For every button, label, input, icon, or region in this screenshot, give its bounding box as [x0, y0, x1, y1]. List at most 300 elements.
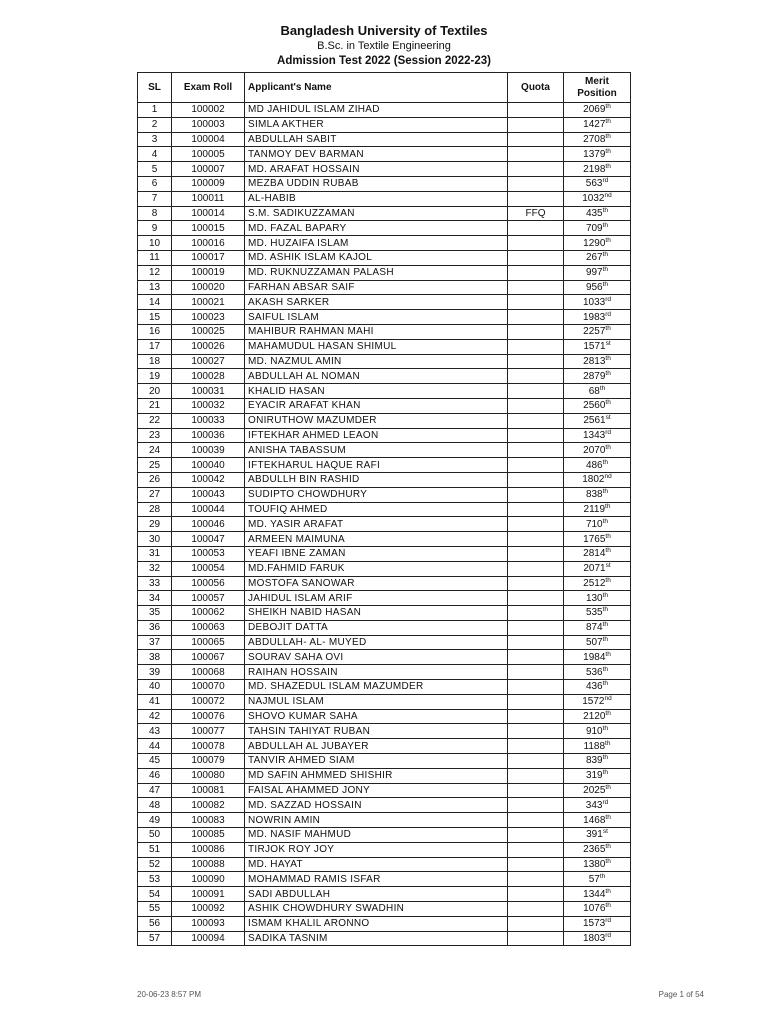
cell-merit-position: [564, 369, 631, 384]
cell-exam-roll: 100036: [172, 428, 245, 443]
table-row: [138, 354, 631, 369]
cell-merit-position: [564, 739, 631, 754]
table-row: [138, 339, 631, 354]
merit-value: 1076: [583, 903, 606, 915]
cell-exam-roll: 100033: [172, 413, 245, 428]
cell-merit-position: [564, 931, 631, 946]
cell-quota: [508, 546, 564, 561]
table-row: [138, 310, 631, 325]
cell-sl: 51: [138, 842, 172, 857]
merit-ordinal-suffix: th: [605, 118, 611, 126]
table-row: [138, 280, 631, 295]
table-row: [138, 591, 631, 606]
merit-ordinal-suffix: rd: [605, 310, 612, 318]
cell-applicant-name: MAHAMUDUL HASAN SHIMUL: [245, 339, 508, 354]
cell-merit-position: [564, 443, 631, 458]
cell-exam-roll: 100020: [172, 280, 245, 295]
cell-applicant-name: DEBOJIT DATTA: [245, 620, 508, 635]
cell-applicant-name: NOWRIN AMIN: [245, 813, 508, 828]
cell-merit-position: [564, 798, 631, 813]
merit-value: 2708: [583, 133, 606, 145]
cell-sl: 44: [138, 739, 172, 754]
print-timestamp: 20-06-23 8:57 PM: [137, 990, 202, 999]
merit-value: 956: [585, 281, 603, 293]
cell-exam-roll: 100062: [172, 606, 245, 621]
cell-merit-position: [564, 517, 631, 532]
merit-value: 1033: [582, 296, 606, 308]
merit-value: 267: [585, 252, 603, 264]
cell-exam-roll: 100072: [172, 694, 245, 709]
cell-merit-position: [564, 561, 631, 576]
table-row: [138, 576, 631, 591]
cell-quota: [508, 813, 564, 828]
cell-quota: [508, 620, 564, 635]
merit-value: 130: [585, 592, 603, 604]
cell-merit-position: [564, 354, 631, 369]
cell-merit-position: [564, 265, 631, 280]
cell-merit-position: [564, 472, 631, 487]
cell-quota: [508, 606, 564, 621]
cell-quota: [508, 369, 564, 384]
cell-exam-roll: 100009: [172, 176, 245, 191]
cell-quota: [508, 354, 564, 369]
cell-merit-position: [564, 162, 631, 177]
cell-applicant-name: SHOVO KUMAR SAHA: [245, 709, 508, 724]
table-row: [138, 236, 631, 251]
merit-ordinal-suffix: th: [605, 502, 611, 510]
col-header-exam-roll: Exam Roll: [172, 73, 245, 103]
table-row: [138, 783, 631, 798]
merit-value: 2198: [583, 163, 606, 175]
merit-ordinal-suffix: th: [605, 902, 611, 910]
merit-ordinal-suffix: rd: [602, 798, 609, 806]
cell-merit-position: [564, 635, 631, 650]
cell-applicant-name: EYACIR ARAFAT KHAN: [245, 398, 508, 413]
cell-quota: [508, 413, 564, 428]
cell-exam-roll: 100065: [172, 635, 245, 650]
cell-merit-position: [564, 902, 631, 917]
cell-applicant-name: TAHSIN TAHIYAT RUBAN: [245, 724, 508, 739]
merit-value: 1032: [582, 193, 605, 205]
cell-exam-roll: 100007: [172, 162, 245, 177]
table-row: [138, 798, 631, 813]
cell-sl: 14: [138, 295, 172, 310]
cell-exam-roll: 100053: [172, 546, 245, 561]
cell-sl: 56: [138, 916, 172, 931]
table-row: [138, 842, 631, 857]
merit-ordinal-suffix: st: [605, 562, 611, 570]
merit-ordinal-suffix: th: [605, 843, 611, 851]
cell-merit-position: [564, 916, 631, 931]
cell-merit-position: [564, 709, 631, 724]
merit-ordinal-suffix: th: [605, 532, 611, 540]
cell-quota: [508, 443, 564, 458]
cell-sl: 25: [138, 458, 172, 473]
cell-exam-roll: 100002: [172, 103, 245, 118]
cell-sl: 39: [138, 665, 172, 680]
cell-sl: 50: [138, 828, 172, 843]
cell-merit-position: [564, 754, 631, 769]
cell-merit-position: [564, 828, 631, 843]
merit-ordinal-suffix: th: [605, 325, 611, 333]
merit-value: 68: [588, 385, 600, 397]
cell-quota: [508, 591, 564, 606]
merit-value: 2512: [583, 577, 606, 589]
cell-exam-roll: 100019: [172, 265, 245, 280]
cell-applicant-name: ABDULLAH- AL- MUYED: [245, 635, 508, 650]
merit-value: 1380: [583, 859, 606, 871]
table-row: [138, 265, 631, 280]
cell-sl: 22: [138, 413, 172, 428]
merit-ordinal-suffix: th: [605, 858, 611, 866]
table-row: [138, 384, 631, 399]
cell-quota: [508, 384, 564, 399]
cell-sl: 37: [138, 635, 172, 650]
cell-sl: 55: [138, 902, 172, 917]
cell-merit-position: [564, 680, 631, 695]
cell-applicant-name: SUDIPTO CHOWDHURY: [245, 487, 508, 502]
cell-merit-position: [564, 398, 631, 413]
cell-applicant-name: FAISAL AHAMMED JONY: [245, 783, 508, 798]
cell-quota: [508, 472, 564, 487]
merit-value: 2069: [583, 104, 606, 116]
cell-applicant-name: SIMLA AKTHER: [245, 117, 508, 132]
cell-sl: 45: [138, 754, 172, 769]
merit-value: 436: [585, 681, 603, 693]
cell-exam-roll: 100081: [172, 783, 245, 798]
cell-merit-position: [564, 117, 631, 132]
cell-applicant-name: SAIFUL ISLAM: [245, 310, 508, 325]
cell-applicant-name: ABDULLAH AL NOMAN: [245, 369, 508, 384]
merit-ordinal-suffix: rd: [605, 917, 612, 925]
cell-exam-roll: 100079: [172, 754, 245, 769]
merit-ordinal-suffix: th: [605, 547, 611, 555]
cell-exam-roll: 100021: [172, 295, 245, 310]
merit-ordinal-suffix: nd: [604, 473, 612, 481]
cell-exam-roll: 100047: [172, 532, 245, 547]
cell-applicant-name: ABDULLAH SABIT: [245, 132, 508, 147]
merit-ordinal-suffix: th: [605, 813, 611, 821]
cell-applicant-name: SADI ABDULLAH: [245, 887, 508, 902]
merit-ordinal-suffix: th: [605, 710, 611, 718]
cell-exam-roll: 100070: [172, 680, 245, 695]
cell-merit-position: [564, 872, 631, 887]
cell-applicant-name: ONIRUTHOW MAZUMDER: [245, 413, 508, 428]
cell-quota: [508, 902, 564, 917]
cell-exam-roll: 100086: [172, 842, 245, 857]
cell-quota: [508, 221, 564, 236]
merit-ordinal-suffix: th: [602, 665, 609, 673]
col-header-sl: SL: [138, 73, 172, 103]
table-row: [138, 206, 631, 221]
merit-ordinal-suffix: nd: [604, 192, 612, 200]
table-row: [138, 472, 631, 487]
table-row: [138, 413, 631, 428]
cell-quota: [508, 783, 564, 798]
merit-value: 874: [585, 622, 603, 634]
table-row: [138, 176, 631, 191]
merit-value: 343: [585, 799, 603, 811]
cell-exam-roll: 100031: [172, 384, 245, 399]
cell-sl: 42: [138, 709, 172, 724]
cell-exam-roll: 100039: [172, 443, 245, 458]
cell-exam-roll: 100011: [172, 191, 245, 206]
cell-applicant-name: MD.FAHMID FARUK: [245, 561, 508, 576]
merit-value: 2257: [583, 326, 606, 338]
merit-value: 2071: [583, 563, 606, 575]
cell-quota: [508, 709, 564, 724]
cell-sl: 16: [138, 324, 172, 339]
table-row: [138, 324, 631, 339]
cell-applicant-name: TOUFIQ AHMED: [245, 502, 508, 517]
cell-exam-roll: 100044: [172, 502, 245, 517]
cell-exam-roll: 100093: [172, 916, 245, 931]
cell-applicant-name: IFTEKHARUL HAQUE RAFI: [245, 458, 508, 473]
cell-quota: [508, 117, 564, 132]
table-row: [138, 872, 631, 887]
cell-sl: 41: [138, 694, 172, 709]
merit-value: 709: [585, 222, 603, 234]
table-row: [138, 191, 631, 206]
merit-ordinal-suffix: th: [602, 266, 609, 274]
cell-applicant-name: TANMOY DEV BARMAN: [245, 147, 508, 162]
merit-ordinal-suffix: th: [602, 488, 609, 496]
test-title: Admission Test 2022 (Session 2022-23): [277, 55, 491, 67]
cell-sl: 19: [138, 369, 172, 384]
cell-quota: [508, 561, 564, 576]
cell-sl: 6: [138, 176, 172, 191]
cell-exam-roll: 100088: [172, 857, 245, 872]
page-number: Page 1 of 54: [658, 990, 704, 999]
cell-quota: [508, 502, 564, 517]
merit-value: 2120: [583, 711, 606, 723]
cell-quota: [508, 236, 564, 251]
cell-applicant-name: SHEIKH NABID HASAN: [245, 606, 508, 621]
cell-applicant-name: MD. ASHIK ISLAM KAJOL: [245, 250, 508, 265]
cell-quota: [508, 147, 564, 162]
table-row: [138, 665, 631, 680]
cell-sl: 53: [138, 872, 172, 887]
table-row: [138, 561, 631, 576]
merit-ordinal-suffix: st: [605, 340, 611, 348]
cell-sl: 57: [138, 931, 172, 946]
merit-ordinal-suffix: th: [602, 680, 609, 688]
cell-exam-roll: 100015: [172, 221, 245, 236]
cell-exam-roll: 100067: [172, 650, 245, 665]
cell-exam-roll: 100026: [172, 339, 245, 354]
merit-ordinal-suffix: th: [605, 132, 611, 140]
cell-exam-roll: 100054: [172, 561, 245, 576]
merit-ordinal-suffix: th: [602, 591, 609, 599]
merit-value: 2813: [583, 355, 606, 367]
merit-value: 839: [585, 755, 603, 767]
cell-applicant-name: NAJMUL ISLAM: [245, 694, 508, 709]
cell-merit-position: [564, 591, 631, 606]
cell-applicant-name: MAHIBUR RAHMAN MAHI: [245, 324, 508, 339]
merit-ordinal-suffix: th: [605, 354, 611, 362]
merit-value: 997: [585, 267, 603, 279]
cell-sl: 47: [138, 783, 172, 798]
cell-sl: 46: [138, 768, 172, 783]
table-row: [138, 887, 631, 902]
merit-ordinal-suffix: rd: [605, 932, 612, 940]
cell-sl: 40: [138, 680, 172, 695]
cell-merit-position: [564, 176, 631, 191]
cell-applicant-name: ISMAM KHALIL ARONNO: [245, 916, 508, 931]
cell-exam-roll: 100025: [172, 324, 245, 339]
cell-applicant-name: IFTEKHAR AHMED LEAON: [245, 428, 508, 443]
cell-applicant-name: MOHAMMAD RAMIS ISFAR: [245, 872, 508, 887]
cell-applicant-name: ABDULLH BIN RASHID: [245, 472, 508, 487]
cell-sl: 36: [138, 620, 172, 635]
cell-sl: 18: [138, 354, 172, 369]
cell-quota: [508, 176, 564, 191]
cell-quota: [508, 724, 564, 739]
merit-value: 710: [585, 518, 603, 530]
merit-ordinal-suffix: th: [605, 739, 611, 747]
col-header-merit-position: Merit Position: [564, 73, 631, 103]
cell-applicant-name: MD. NASIF MAHMUD: [245, 828, 508, 843]
cell-merit-position: [564, 665, 631, 680]
table-row: [138, 443, 631, 458]
merit-value: 910: [585, 725, 603, 737]
cell-quota: [508, 250, 564, 265]
merit-value: 1379: [583, 148, 606, 160]
cell-sl: 2: [138, 117, 172, 132]
cell-exam-roll: 100003: [172, 117, 245, 132]
cell-exam-roll: 100063: [172, 620, 245, 635]
cell-quota: [508, 191, 564, 206]
merit-value: 1343: [582, 429, 606, 441]
cell-applicant-name: AKASH SARKER: [245, 295, 508, 310]
cell-quota: [508, 487, 564, 502]
merit-table: [137, 72, 631, 946]
cell-merit-position: [564, 384, 631, 399]
merit-value: 1984: [583, 651, 606, 663]
cell-exam-roll: 100082: [172, 798, 245, 813]
merit-value: 2070: [583, 444, 606, 456]
table-row: [138, 650, 631, 665]
cell-merit-position: [564, 221, 631, 236]
table-row: [138, 709, 631, 724]
cell-merit-position: [564, 576, 631, 591]
cell-exam-roll: 100092: [172, 902, 245, 917]
cell-quota: [508, 694, 564, 709]
cell-sl: 4: [138, 147, 172, 162]
cell-exam-roll: 100090: [172, 872, 245, 887]
cell-applicant-name: MD JAHIDUL ISLAM ZIHAD: [245, 103, 508, 118]
table-row: [138, 739, 631, 754]
cell-exam-roll: 100068: [172, 665, 245, 680]
cell-quota: [508, 916, 564, 931]
merit-ordinal-suffix: th: [602, 206, 609, 214]
merit-value: 1572: [582, 696, 605, 708]
merit-ordinal-suffix: th: [605, 147, 611, 155]
cell-merit-position: [564, 887, 631, 902]
cell-applicant-name: MD. SAZZAD HOSSAIN: [245, 798, 508, 813]
cell-sl: 20: [138, 384, 172, 399]
cell-applicant-name: YEAFI IBNE ZAMAN: [245, 546, 508, 561]
merit-value: 838: [585, 489, 603, 501]
cell-sl: 26: [138, 472, 172, 487]
merit-ordinal-suffix: th: [602, 221, 609, 229]
table-row: [138, 487, 631, 502]
cell-merit-position: [564, 339, 631, 354]
merit-ordinal-suffix: th: [602, 636, 609, 644]
table-row: [138, 813, 631, 828]
merit-value: 1802: [582, 474, 605, 486]
cell-quota: [508, 310, 564, 325]
cell-merit-position: [564, 487, 631, 502]
cell-applicant-name: RAIHAN HOSSAIN: [245, 665, 508, 680]
document-header: [0, 22, 768, 69]
cell-merit-position: [564, 694, 631, 709]
table-row: [138, 221, 631, 236]
cell-quota: [508, 132, 564, 147]
cell-quota: [508, 280, 564, 295]
cell-merit-position: [564, 103, 631, 118]
merit-ordinal-suffix: th: [602, 724, 609, 732]
cell-sl: 31: [138, 546, 172, 561]
cell-sl: 33: [138, 576, 172, 591]
merit-ordinal-suffix: th: [605, 399, 611, 407]
table-row: [138, 902, 631, 917]
cell-applicant-name: SOURAV SAHA OVI: [245, 650, 508, 665]
cell-merit-position: [564, 546, 631, 561]
cell-exam-roll: 100057: [172, 591, 245, 606]
cell-sl: 10: [138, 236, 172, 251]
cell-sl: 30: [138, 532, 172, 547]
cell-applicant-name: MD. HAYAT: [245, 857, 508, 872]
cell-sl: 1: [138, 103, 172, 118]
cell-applicant-name: MD. HUZAIFA ISLAM: [245, 236, 508, 251]
merit-ordinal-suffix: th: [605, 784, 611, 792]
merit-value: 507: [585, 637, 603, 649]
cell-applicant-name: ASHIK CHOWDHURY SWADHIN: [245, 902, 508, 917]
table-row: [138, 620, 631, 635]
col-header-applicant-name: Applicant's Name: [245, 73, 508, 103]
cell-quota: [508, 768, 564, 783]
merit-ordinal-suffix: th: [602, 280, 609, 288]
cell-sl: 29: [138, 517, 172, 532]
table-row: [138, 147, 631, 162]
cell-quota: [508, 887, 564, 902]
cell-sl: 3: [138, 132, 172, 147]
cell-applicant-name: MOSTOFA SANOWAR: [245, 576, 508, 591]
merit-value: 1573: [582, 918, 606, 930]
cell-sl: 15: [138, 310, 172, 325]
cell-sl: 9: [138, 221, 172, 236]
table-row: [138, 828, 631, 843]
cell-merit-position: [564, 310, 631, 325]
merit-ordinal-suffix: th: [605, 103, 611, 111]
cell-sl: 48: [138, 798, 172, 813]
table-row: [138, 502, 631, 517]
cell-exam-roll: 100032: [172, 398, 245, 413]
merit-value: 536: [585, 666, 603, 678]
merit-ordinal-suffix: rd: [602, 177, 609, 185]
program-subtitle: B.Sc. in Textile Engineering: [317, 40, 451, 52]
cell-quota: [508, 650, 564, 665]
cell-sl: 12: [138, 265, 172, 280]
cell-quota: [508, 324, 564, 339]
cell-applicant-name: MD SAFIN AHMMED SHISHIR: [245, 768, 508, 783]
table-row: [138, 931, 631, 946]
cell-applicant-name: TANVIR AHMED SIAM: [245, 754, 508, 769]
cell-sl: 27: [138, 487, 172, 502]
merit-value: 2365: [583, 844, 606, 856]
table-row: [138, 458, 631, 473]
